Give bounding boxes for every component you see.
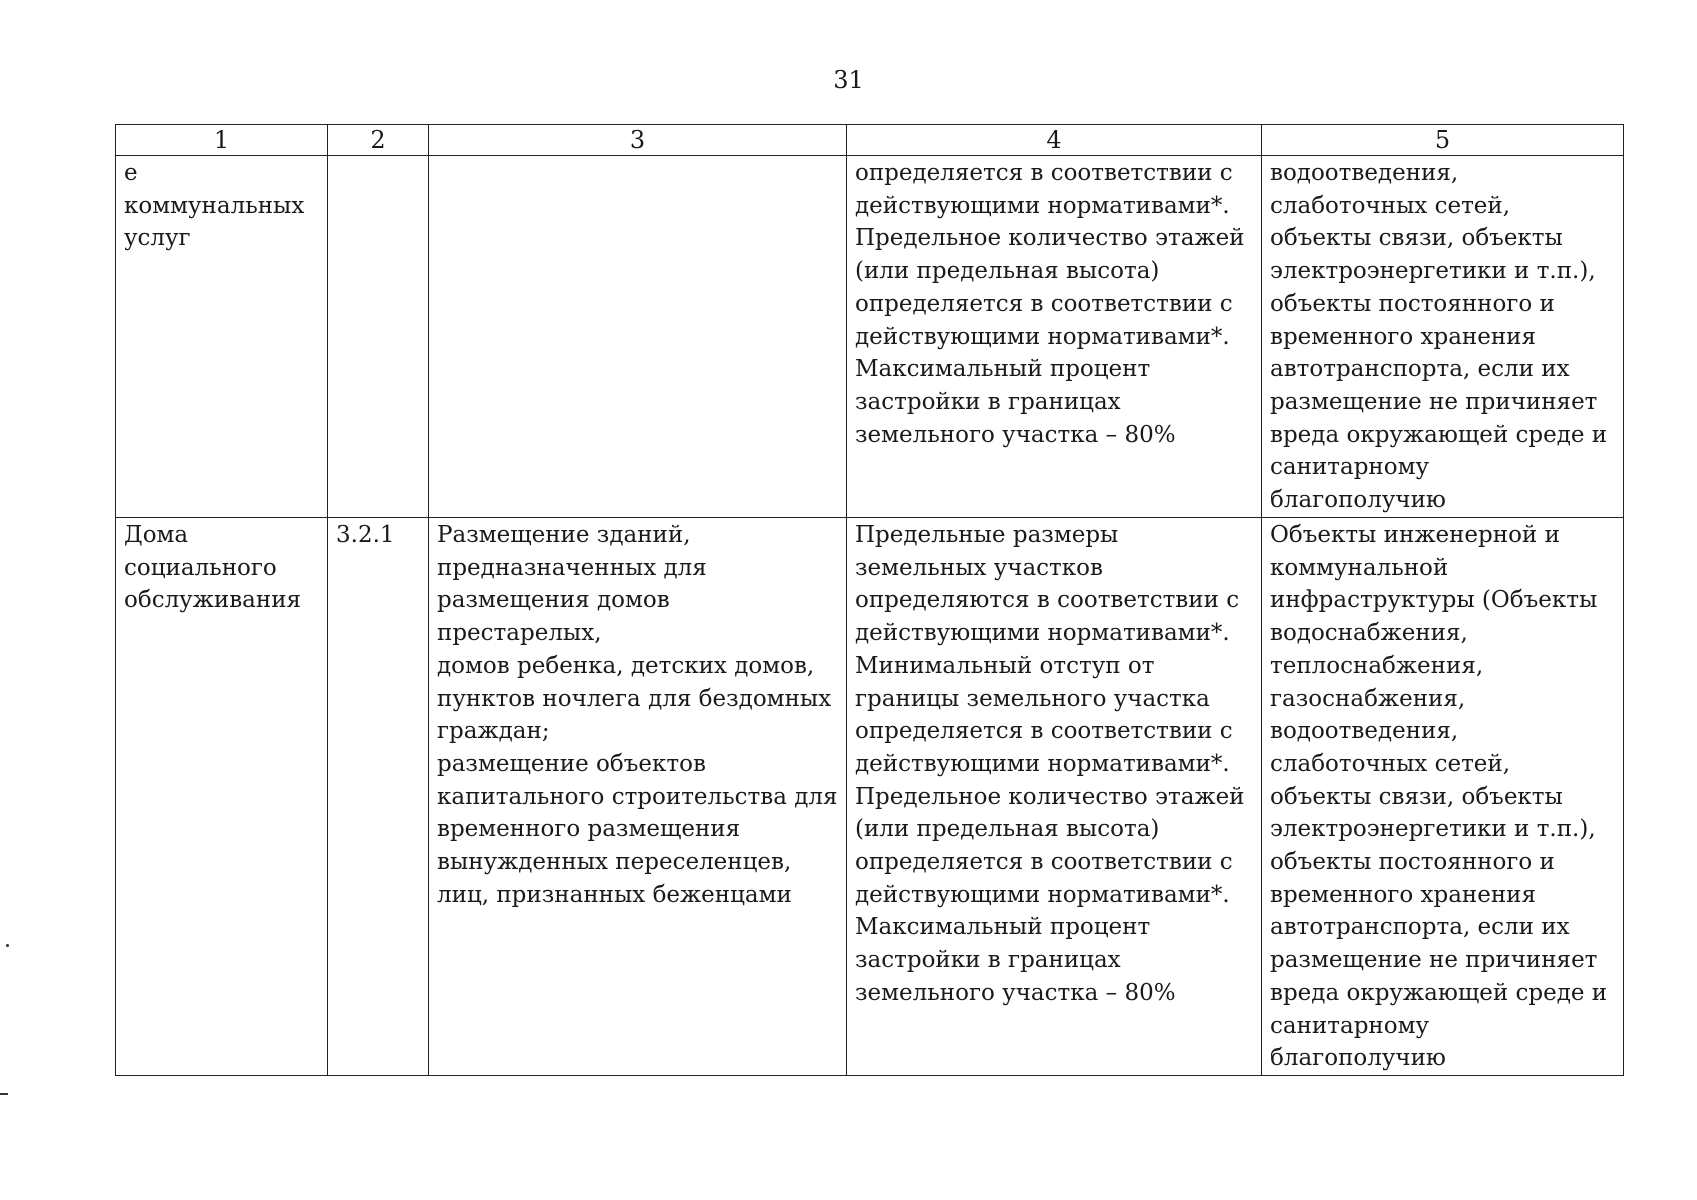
cell-description: Размещение зданий, предназначенных для размещения домов престарелых, домов ребенка, детских домов, пунктов ночлега для бездомных граждан; размещение объектов капитального строительства для временного размещения вынужденных переселенцев, лиц, признанных беженцами bbox=[429, 518, 847, 1076]
table-row bbox=[116, 518, 1624, 1076]
cell-description bbox=[429, 156, 847, 518]
cell-parameters: Предельные размеры земельных участков определяются в соответствии с действующими нормативами*. Минимальный отступ от границы земельного участка определяется в соответствии с действующими нормативами*. Предельное количество этажей (или предельная высота) определяется в соответствии с действующими нормативами*. Максимальный процент застройки в границах земельного участка – 80% bbox=[847, 518, 1262, 1076]
cell-use-name: Дома социального обслуживания bbox=[116, 518, 328, 1076]
scan-mark-left-dot bbox=[6, 944, 9, 947]
page-number: 31 bbox=[833, 66, 864, 94]
cell-auxiliary-uses: водоотведения, слаботочных сетей, объекты связи, объекты электроэнергетики и т.п.), объекты постоянного и временного хранения автотранспорта, если их размещение не причиняет вреда окружающей среде и санитарному благополучию bbox=[1262, 156, 1624, 518]
header-col-3: 3 bbox=[429, 125, 847, 156]
cell-auxiliary-uses: Объекты инженерной и коммунальной инфраструктуры (Объекты водоснабжения, теплоснабжения, газоснабжения, водоотведения, слаботочных сетей, объекты связи, объекты электроэнергетики и т.п.), объекты постоянного и временного хранения автотранспорта, если их размещение не причиняет вреда окружающей среде и санитарному благополучию bbox=[1262, 518, 1624, 1076]
header-col-4: 4 bbox=[847, 125, 1262, 156]
scan-mark-left-line bbox=[0, 1093, 8, 1095]
header-col-1: 1 bbox=[116, 125, 328, 156]
cell-use-name: е коммунальных услуг bbox=[116, 156, 328, 518]
header-col-2: 2 bbox=[328, 125, 429, 156]
header-row bbox=[116, 125, 1624, 156]
table-row bbox=[116, 156, 1624, 518]
land-use-table bbox=[115, 124, 1624, 1076]
cell-parameters: определяется в соответствии с действующими нормативами*. Предельное количество этажей (или предельная высота) определяется в соответствии с действующими нормативами*. Максимальный процент застройки в границах земельного участка – 80% bbox=[847, 156, 1262, 518]
header-col-5: 5 bbox=[1262, 125, 1624, 156]
cell-code bbox=[328, 156, 429, 518]
cell-code: 3.2.1 bbox=[328, 518, 429, 1076]
